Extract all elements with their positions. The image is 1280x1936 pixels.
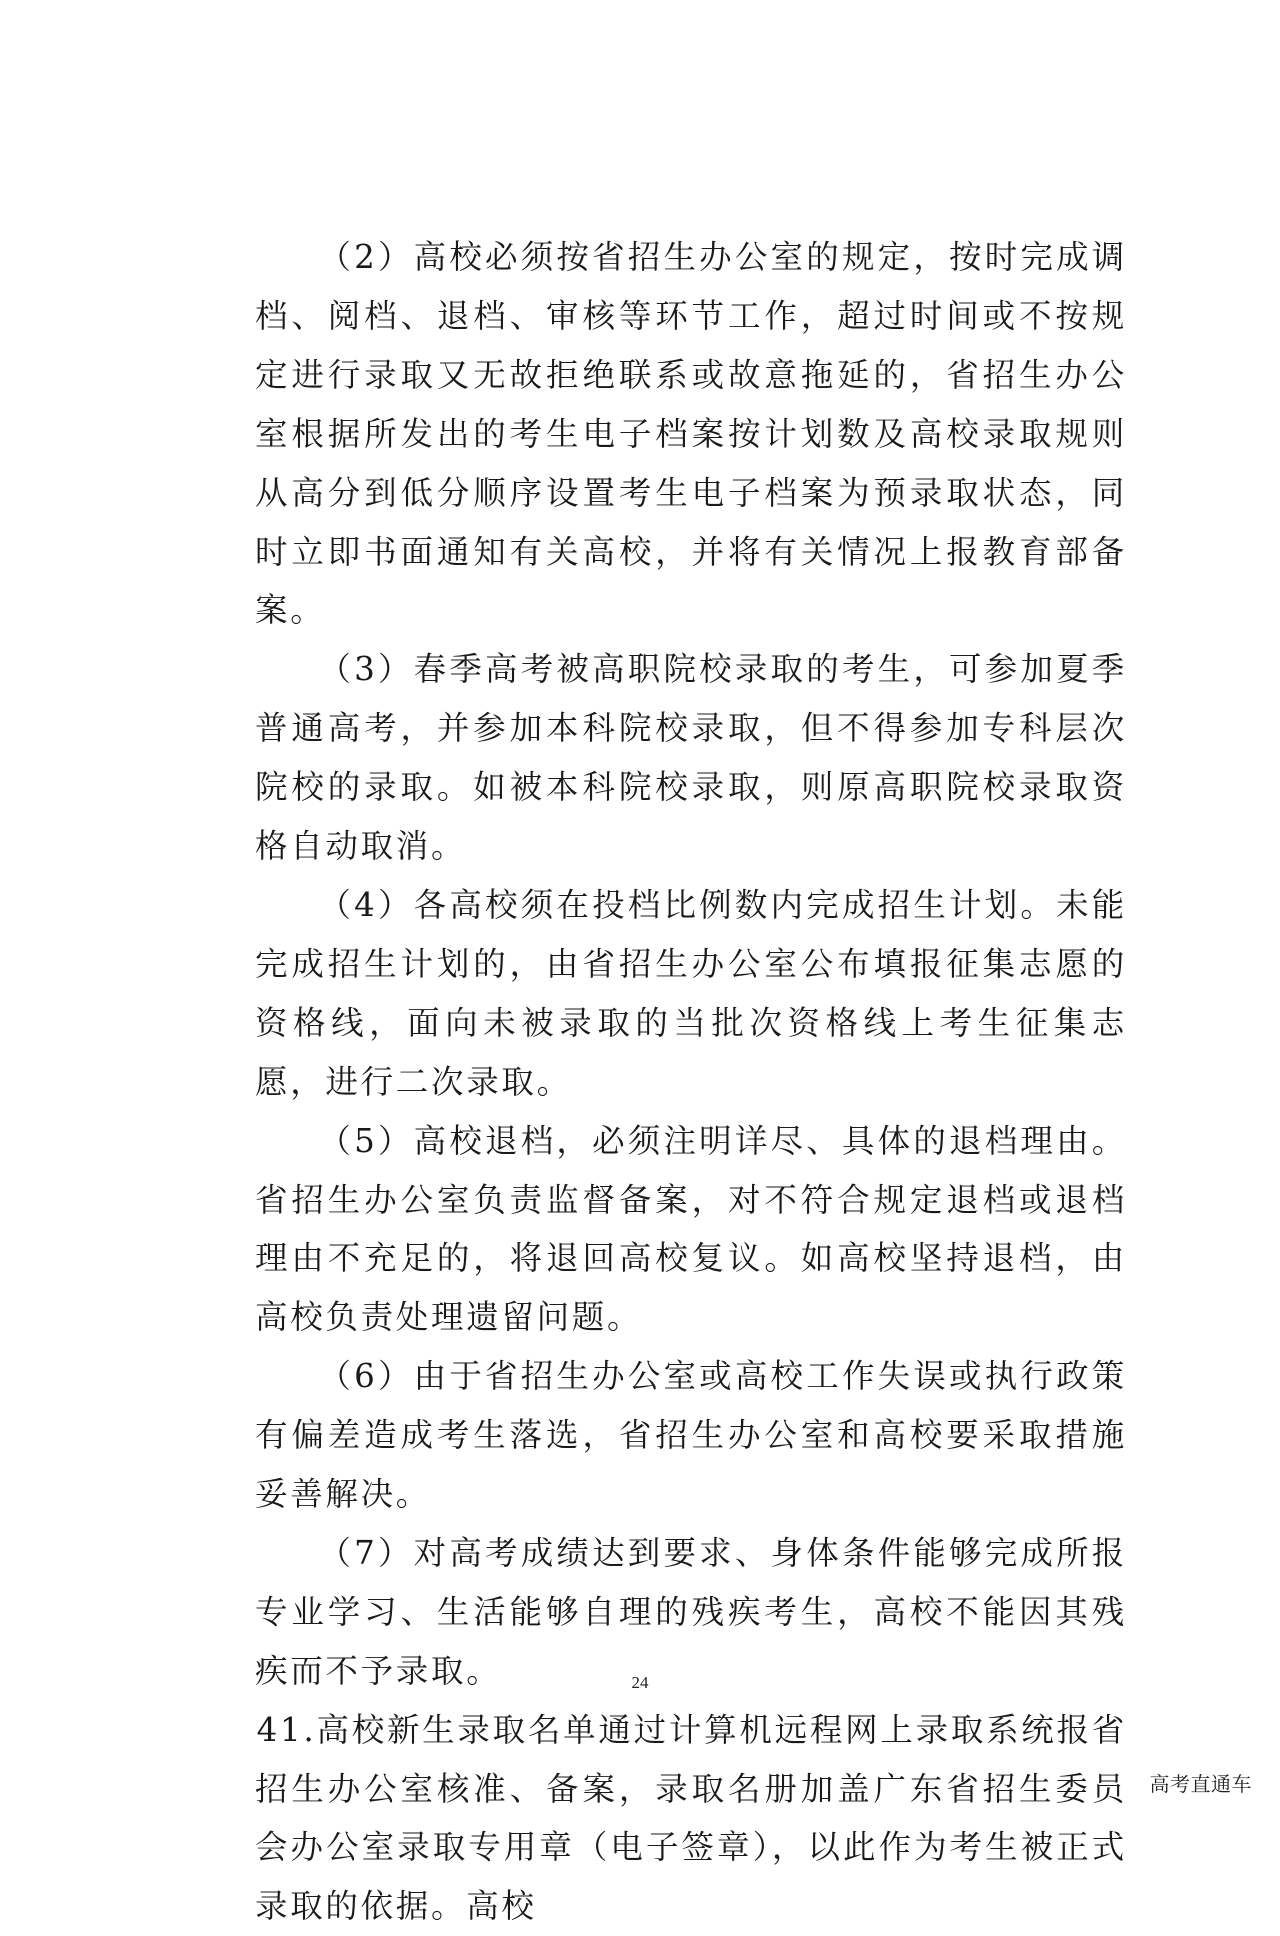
paragraph-3-spring-exam: （3）春季高考被高职院校录取的考生，可参加夏季普通高考，并参加本科院校录取，但不得参加专科层次院校的录取。如被本科院校录取，则原高职院校录取资格自动取消。	[255, 650, 1127, 866]
paragraph-41-admission-list: 41.高校新生录取名单通过计算机远程网上录取系统报省招生办公室核准、备案，录取名册加盖广东省招生委员会办公室录取专用章（电子签章），以此作为考生被正式录取的依据。高校	[255, 1710, 1127, 1926]
watermark: 高考直通车	[1149, 1772, 1252, 1796]
paragraph-7-disabled-students: （7）对高考成绩达到要求、身体条件能够完成所报专业学习、生活能够自理的残疾考生，高校不能因其残疾而不予录取。	[255, 1533, 1127, 1690]
paragraph-5-file-return: （5）高校退档，必须注明详尽、具体的退档理由。省招生办公室负责监督备案，对不符合规定退档或退档理由不充足的，将退回高校复议。如高校坚持退档，由高校负责处理遗留问题。	[255, 1121, 1127, 1337]
page-number: 24	[631, 1673, 649, 1692]
paragraph-2-university-procedures: （2）高校必须按省招生办公室的规定，按时完成调档、阅档、退档、审核等环节工作，超过时间或不按规定进行录取又无故拒绝联系或故意拖延的，省招生办公室根据所发出的考生电子档案按计划数及高校录取规则从高分到低分顺序设置考生电子档案为预录取状态，同时立即书面通知有关高校，并将有关情况上报教育部备案。	[255, 238, 1127, 630]
paragraph-4-enrollment-plan: （4）各高校须在投档比例数内完成招生计划。未能完成招生计划的，由省招生办公室公布填报征集志愿的资格线，面向未被录取的当批次资格线上考生征集志愿，进行二次录取。	[255, 885, 1127, 1101]
paragraph-6-work-errors: （6）由于省招生办公室或高校工作失误或执行政策有偏差造成考生落选，省招生办公室和高校要采取措施妥善解决。	[255, 1357, 1127, 1514]
